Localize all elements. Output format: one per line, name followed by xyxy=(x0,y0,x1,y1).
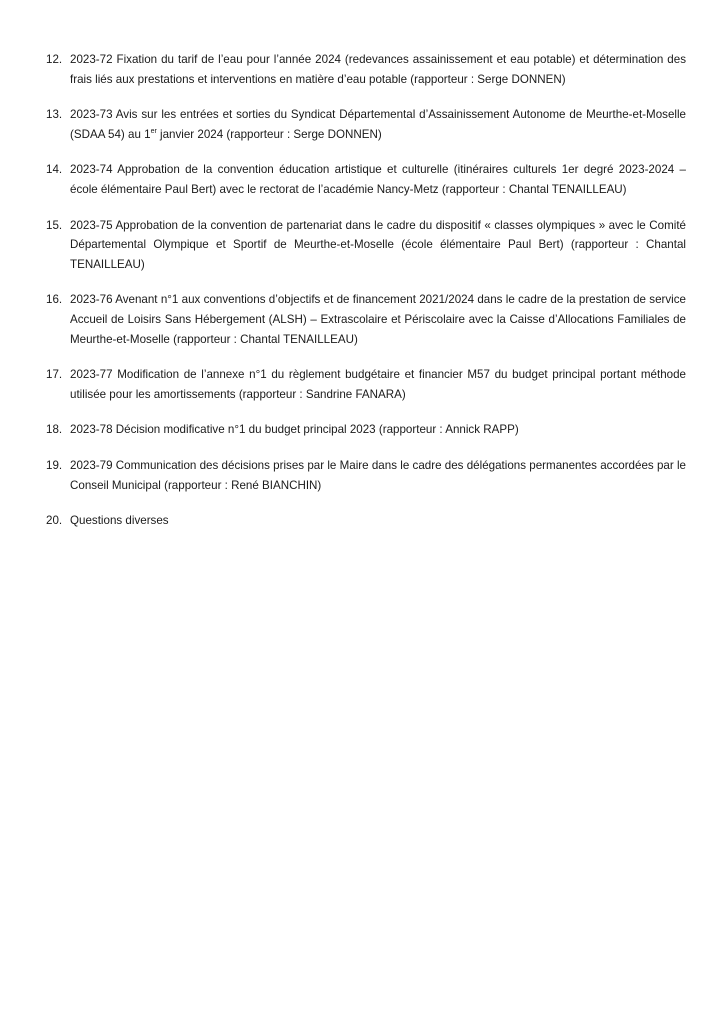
item-number: 12. xyxy=(46,53,63,66)
item-text: Questions diverses xyxy=(70,514,169,528)
agenda-list xyxy=(46,50,686,547)
ordinal-superscript: er xyxy=(150,127,157,135)
item-text-part: janvier 2024 (rapporteur : Serge DONNEN) xyxy=(156,127,382,141)
agenda-item-20 xyxy=(46,511,686,531)
item-number: 14. xyxy=(46,163,63,177)
item-text: 2023-72 Fixation du tarif de l’eau pour l’année 2024 (redevances assainissement et eau potable) et détermination des frais liés aux prestations et interventions en matière d’eau potable (rapporteur : Serge DONNEN) xyxy=(70,53,686,86)
agenda-item-13 xyxy=(46,105,686,144)
item-text: 2023-79 Communication des décisions prises par le Maire dans le cadre des délégations permanentes accordées par le Conseil Municipal (rapporteur : René BIANCHIN) xyxy=(70,458,686,492)
item-text: 2023-74 Approbation de la convention éducation artistique et culturelle (itinéraires culturels 1er degré 2023-2024 – école élémentaire Paul Bert) avec le rectorat de l’académie Nancy-Metz (rapporteur : Chantal TENAILLEAU) xyxy=(70,163,686,196)
item-text: 2023-75 Approbation de la convention de partenariat dans le cadre du dispositif « classes olympiques » avec le Comité Départemental Olympique et Sportif de Meurthe-et-Moselle (école élémentaire Paul Bert) (rapporteur : Chantal TENAILLEAU) xyxy=(70,218,686,271)
item-number: 13. xyxy=(46,108,63,122)
item-number: 16. xyxy=(46,293,63,307)
agenda-item-15 xyxy=(46,216,686,275)
item-number: 15. xyxy=(46,218,63,232)
item-text xyxy=(70,105,686,144)
agenda-item-14 xyxy=(46,160,686,199)
item-number: 20. xyxy=(46,514,63,528)
agenda-item-17 xyxy=(46,365,686,404)
agenda-item-16 xyxy=(46,290,686,349)
item-number: 18. xyxy=(46,423,63,437)
item-text: 2023-78 Décision modificative n°1 du budget principal 2023 (rapporteur : Annick RAPP) xyxy=(70,423,519,437)
item-number: 17. xyxy=(46,368,63,382)
agenda-item-19 xyxy=(46,456,686,495)
agenda-item-12 xyxy=(46,50,686,89)
item-text: 2023-77 Modification de l’annexe n°1 du règlement budgétaire et financier M57 du budget principal portant méthode utilisée pour les amortissements (rapporteur : Sandrine FANARA) xyxy=(70,368,686,401)
item-number: 19. xyxy=(46,458,63,472)
agenda-item-18 xyxy=(46,420,686,440)
item-text: 2023-76 Avenant n°1 aux conventions d’objectifs et de financement 2021/2024 dans le cadre de la prestation de service Accueil de Loisirs Sans Hébergement (ALSH) – Extrascolaire et Périscolaire avec la Caisse d’Allocations Familiales de Meurthe-et-Moselle (rapporteur : Chantal TENAILLEAU) xyxy=(70,293,686,346)
item-text-part: 2023-73 Avis sur les entrées et sorties du Syndicat Départemental d’Assainissement Autonome de Meurthe-et-Moselle (SDAA 54) au 1 xyxy=(70,108,686,141)
